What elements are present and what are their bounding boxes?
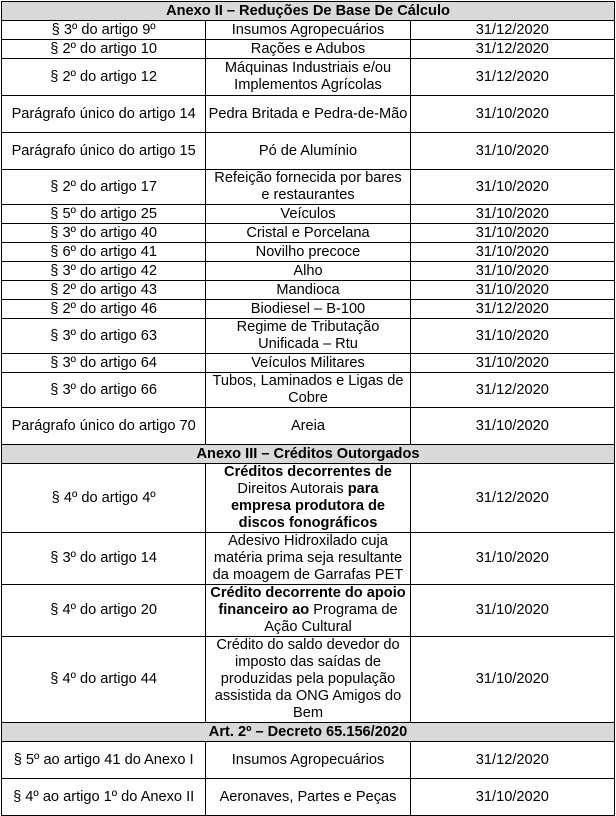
- legal-reference-cell: Parágrafo único do artigo 70: [2, 408, 206, 445]
- expiry-date-cell: 31/10/2020: [410, 224, 614, 243]
- description-cell: Adesivo Hidroxilado cuja matéria prima seja resultante da moagem de Garrafas PET: [206, 533, 410, 585]
- expiry-date-cell: 31/10/2020: [410, 354, 614, 373]
- description-fragment: para empresa produtora de discos fonográficos: [230, 481, 386, 531]
- expiry-date-cell: 31/10/2020: [410, 243, 614, 262]
- description-cell: Rações e Adubos: [206, 40, 410, 59]
- legal-reference-cell: § 2º do artigo 46: [2, 300, 206, 319]
- description-cell: Novilho precoce: [206, 243, 410, 262]
- table-row: [2, 585, 615, 637]
- table-row: [2, 243, 615, 262]
- table-row: [2, 373, 615, 408]
- expiry-date-cell: 31/12/2020: [410, 300, 614, 319]
- table-row: [2, 59, 615, 96]
- description-cell: Refeição fornecida por bares e restaurantes: [206, 170, 410, 205]
- description-cell: Aeronaves, Partes e Peças: [206, 779, 410, 816]
- expiry-date-cell: 31/10/2020: [410, 585, 614, 637]
- table-row: [2, 637, 615, 723]
- expiry-date-cell: 31/12/2020: [410, 464, 614, 533]
- table-row: [2, 205, 615, 224]
- table-row: [2, 133, 615, 170]
- table-row: [2, 40, 615, 59]
- description-fragment: Crédito decorrente do apoio financeiro ao: [210, 585, 406, 618]
- table-row: [2, 464, 615, 533]
- legal-reference-cell: § 3º do artigo 40: [2, 224, 206, 243]
- expiry-date-cell: 31/10/2020: [410, 637, 614, 723]
- expiry-date-cell: 31/12/2020: [410, 373, 614, 408]
- legal-reference-cell: § 3º do artigo 63: [2, 319, 206, 354]
- legal-reference-cell: § 2º do artigo 12: [2, 59, 206, 96]
- expiry-date-cell: 31/10/2020: [410, 133, 614, 170]
- legal-reference-cell: § 4º do artigo 20: [2, 585, 206, 637]
- section-title: Art. 2º – Decreto 65.156/2020: [2, 723, 615, 742]
- description-cell: Veículos Militares: [206, 354, 410, 373]
- legal-reference-cell: § 5º do artigo 25: [2, 205, 206, 224]
- section-title: Anexo II – Reduções De Base De Cálculo: [2, 2, 615, 21]
- legal-reference-cell: § 3º do artigo 42: [2, 262, 206, 281]
- expiry-date-cell: 31/10/2020: [410, 281, 614, 300]
- expiry-date-cell: 31/10/2020: [410, 96, 614, 133]
- legal-reference-cell: § 5º ao artigo 41 do Anexo I: [2, 742, 206, 779]
- expiry-date-cell: 31/10/2020: [410, 262, 614, 281]
- description-cell: Mandioca: [206, 281, 410, 300]
- table-row: [2, 319, 615, 354]
- table-row: [2, 262, 615, 281]
- table-row: [2, 96, 615, 133]
- document: [1, 1, 615, 816]
- description-cell: Alho: [206, 262, 410, 281]
- legal-reference-cell: § 3º do artigo 66: [2, 373, 206, 408]
- description-cell: [206, 464, 410, 533]
- table-row: [2, 21, 615, 40]
- description-cell: [206, 585, 410, 637]
- section-header-row: [2, 445, 615, 464]
- table-row: [2, 742, 615, 779]
- description-fragment: Direitos Autorais: [237, 481, 344, 497]
- legal-reference-cell: Parágrafo único do artigo 14: [2, 96, 206, 133]
- expiry-date-cell: 31/10/2020: [410, 319, 614, 354]
- table-row: [2, 354, 615, 373]
- description-cell: Máquinas Industriais e/ou Implementos Agrícolas: [206, 59, 410, 96]
- expiry-date-cell: 31/10/2020: [410, 205, 614, 224]
- legal-reference-cell: § 3º do artigo 64: [2, 354, 206, 373]
- description-fragment: Créditos decorrentes de: [224, 464, 392, 480]
- legal-reference-cell: § 4º do artigo 4º: [2, 464, 206, 533]
- expiry-date-cell: 31/12/2020: [410, 59, 614, 96]
- legal-reference-cell: § 2º do artigo 10: [2, 40, 206, 59]
- legal-reference-cell: § 2º do artigo 17: [2, 170, 206, 205]
- description-cell: Tubos, Laminados e Ligas de Cobre: [206, 373, 410, 408]
- section-header-row: [2, 2, 615, 21]
- description-fragment: Programa de Ação Cultural: [264, 602, 398, 635]
- description-cell: Insumos Agropecuários: [206, 21, 410, 40]
- expiry-date-cell: 31/12/2020: [410, 742, 614, 779]
- table-row: [2, 224, 615, 243]
- expiry-date-cell: 31/12/2020: [410, 40, 614, 59]
- table-body: [2, 2, 615, 816]
- expiry-date-cell: 31/12/2020: [410, 21, 614, 40]
- description-cell: Veículos: [206, 205, 410, 224]
- legal-reference-cell: Parágrafo único do artigo 15: [2, 133, 206, 170]
- description-cell: Areia: [206, 408, 410, 445]
- description-cell: Crédito do saldo devedor do imposto das saídas de produzidas pela população assistida da ONG Amigos do Bem: [206, 637, 410, 723]
- table-row: [2, 533, 615, 585]
- table-row: [2, 170, 615, 205]
- table-row: [2, 408, 615, 445]
- legal-reference-cell: § 4º do artigo 44: [2, 637, 206, 723]
- section-title: Anexo III – Créditos Outorgados: [2, 445, 615, 464]
- expiry-date-cell: 31/10/2020: [410, 779, 614, 816]
- table-row: [2, 281, 615, 300]
- expiry-date-cell: 31/10/2020: [410, 170, 614, 205]
- expiry-date-cell: 31/10/2020: [410, 408, 614, 445]
- description-cell: Pedra Britada e Pedra-de-Mão: [206, 96, 410, 133]
- legal-reference-cell: § 2º do artigo 43: [2, 281, 206, 300]
- description-cell: Biodiesel – B-100: [206, 300, 410, 319]
- legal-reference-cell: § 4º ao artigo 1º do Anexo II: [2, 779, 206, 816]
- legal-reference-cell: § 3º do artigo 9º: [2, 21, 206, 40]
- description-cell: Regime de Tributação Unificada – Rtu: [206, 319, 410, 354]
- section-header-row: [2, 723, 615, 742]
- description-cell: Pó de Alumínio: [206, 133, 410, 170]
- legal-reference-cell: § 6º do artigo 41: [2, 243, 206, 262]
- benefits-table: [1, 1, 615, 816]
- expiry-date-cell: 31/10/2020: [410, 533, 614, 585]
- description-cell: Insumos Agropecuários: [206, 742, 410, 779]
- table-row: [2, 300, 615, 319]
- table-row: [2, 779, 615, 816]
- description-cell: Cristal e Porcelana: [206, 224, 410, 243]
- legal-reference-cell: § 3º do artigo 14: [2, 533, 206, 585]
